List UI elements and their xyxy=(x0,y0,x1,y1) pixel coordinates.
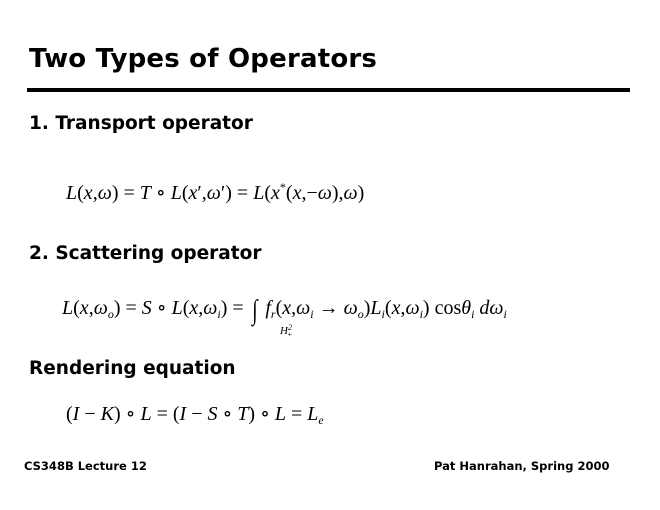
title-rule xyxy=(27,88,630,92)
heading-scattering: 2. Scattering operator xyxy=(29,243,262,264)
equation-scattering: $L(x,\omega_o) = S$ ∘ $L(x,\omega_i)$ = ∫ $f_r(x,\omega_i \to \omega_o)L_i(x,\omega_i)$ cosθ$_i$ $d\omega_i$ xyxy=(62,295,507,326)
equation-transport: L(x,ω) = T ∘ L(x′,ω′) = L(x*(x,−ω),ω) xyxy=(66,180,365,204)
integral-domain: $H^2_+$ xyxy=(280,323,293,339)
footer-course: CS348B Lecture 12 xyxy=(24,459,147,473)
integral-sign: ∫ xyxy=(251,295,258,326)
slide-title: Two Types of Operators xyxy=(29,44,378,74)
equation-rendering: (I − K) ∘ L = (I − S ∘ T) ∘ $L = L_e$ xyxy=(66,403,324,427)
heading-rendering: Rendering equation xyxy=(29,358,236,379)
heading-transport: 1. Transport operator xyxy=(29,113,253,134)
footer-author: Pat Hanrahan, Spring 2000 xyxy=(434,459,610,473)
